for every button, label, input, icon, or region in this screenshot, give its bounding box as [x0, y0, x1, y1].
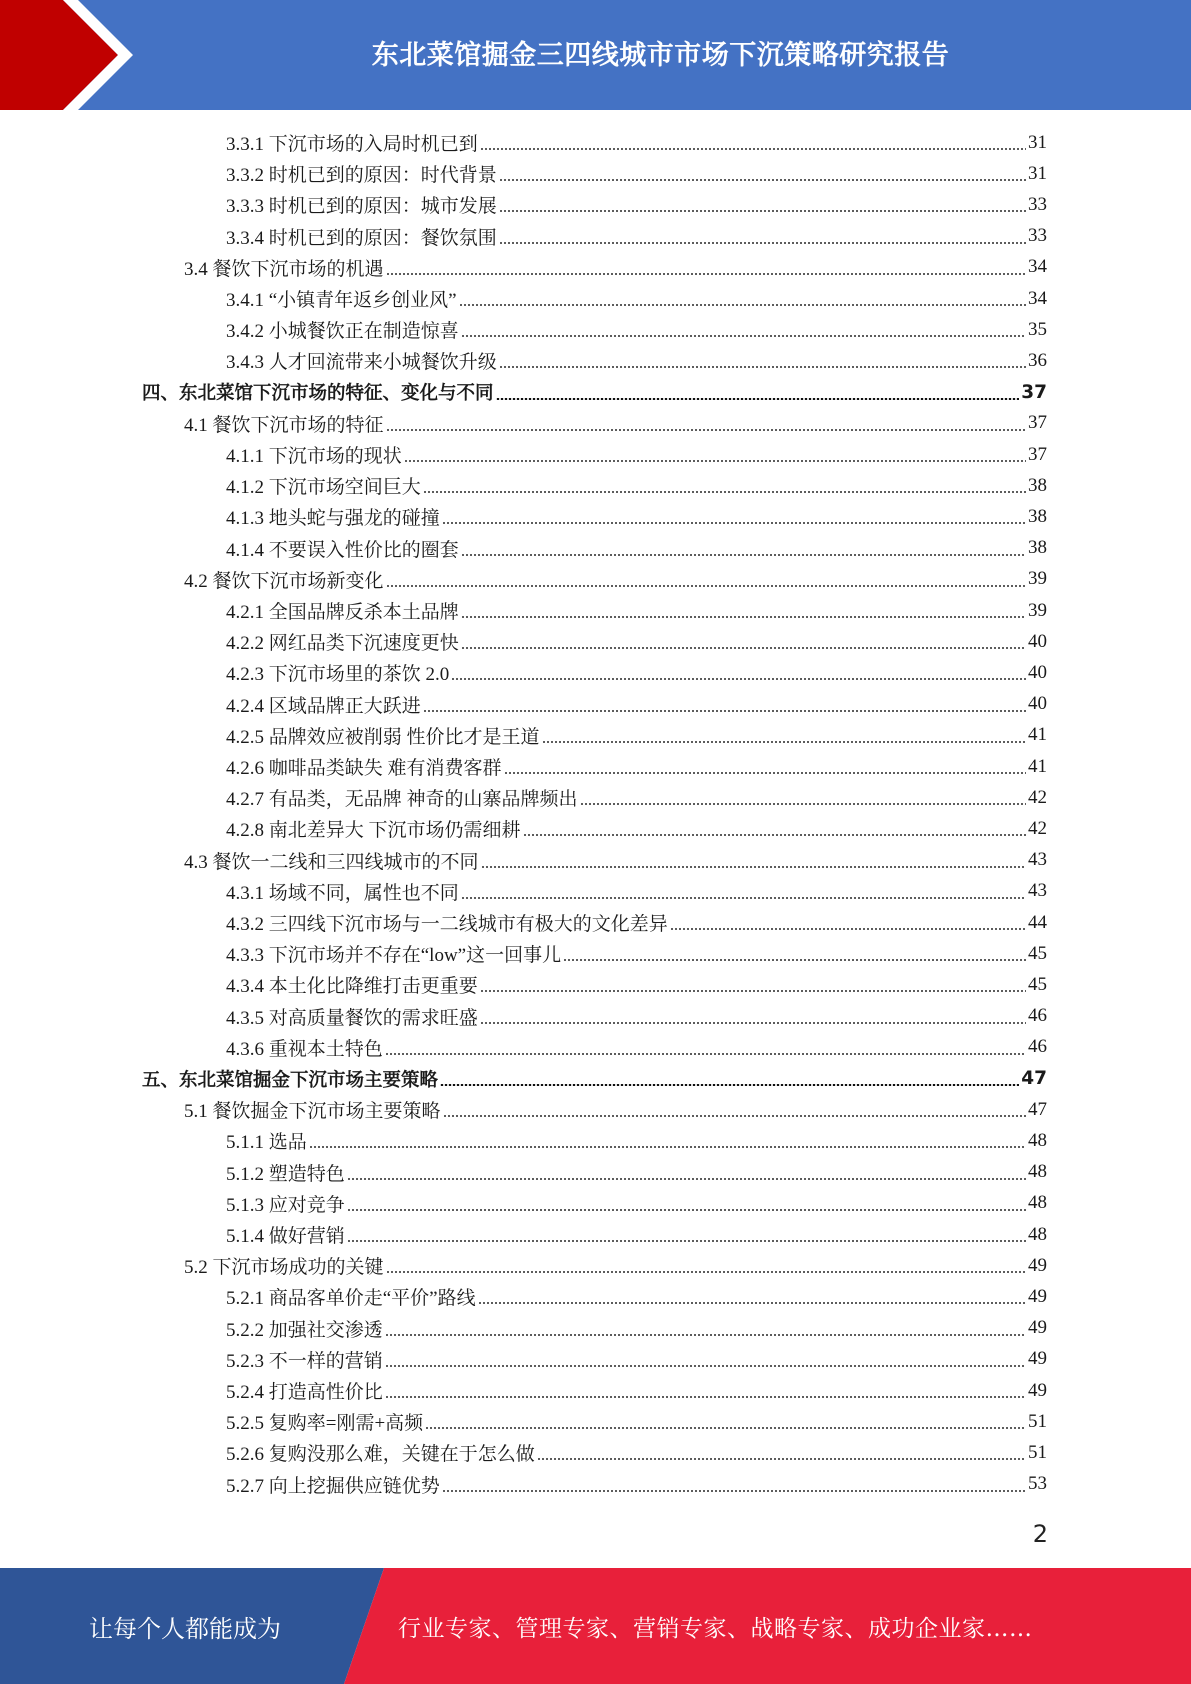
toc-entry[interactable] [226, 439, 1047, 470]
toc-leader-dots [404, 460, 1026, 462]
toc-entry-page: 39 [1028, 568, 1047, 590]
toc-entry[interactable] [226, 1313, 1047, 1344]
toc-entry-label: 3.3.2 时机已到的原因：时代背景 [226, 165, 497, 187]
toc-leader-dots [347, 1240, 1026, 1242]
toc-entry[interactable] [226, 813, 1047, 844]
toc-entry[interactable] [226, 626, 1047, 657]
toc-entry[interactable] [226, 782, 1047, 813]
toc-leader-dots [461, 616, 1026, 618]
toc-entry-label: 5.1.3 应对竞争 [226, 1194, 345, 1216]
toc-entry-label: 5.2.1 商品客单价走“平价”路线 [226, 1288, 476, 1310]
toc-entry-page: 39 [1028, 599, 1047, 621]
toc-entry[interactable] [226, 1001, 1047, 1032]
toc-entry-page: 43 [1028, 880, 1047, 902]
toc-entry-page: 49 [1028, 1254, 1047, 1276]
toc-leader-dots [386, 1271, 1026, 1273]
toc-entry-label: 五、东北菜馆掘金下沉市场主要策略 [142, 1069, 439, 1091]
toc-leader-dots [309, 1146, 1026, 1148]
toc-entry-label: 4.2.5 品牌效应被削弱 性价比才是王道 [226, 726, 540, 748]
toc-leader-dots [542, 741, 1026, 743]
toc-entry-page: 48 [1028, 1192, 1047, 1214]
toc-entry-label: 4.2.1 全国品牌反杀本土品牌 [226, 602, 459, 623]
toc-entry[interactable] [226, 1344, 1047, 1375]
header-arrow-icon [0, 0, 160, 110]
page-header [0, 0, 1191, 110]
toc-entry[interactable] [226, 1188, 1047, 1219]
toc-entry-label: 5.2.2 加强社交渗透 [226, 1319, 383, 1341]
toc-entry-page: 31 [1028, 131, 1047, 153]
toc-entry[interactable] [184, 845, 1047, 876]
toc-entry[interactable] [226, 595, 1047, 626]
toc-entry[interactable] [226, 876, 1047, 907]
footer-slogan-right: 行业专家、管理专家、营销专家、战略专家、成功企业家…… [398, 1615, 1033, 1642]
toc-entry-page: 38 [1028, 474, 1047, 496]
toc-entry-label: 5.2.3 不一样的营销 [226, 1350, 383, 1372]
toc-entry-page: 46 [1028, 1005, 1047, 1027]
toc-entry[interactable] [184, 408, 1047, 439]
toc-leader-dots [423, 491, 1026, 493]
toc-entry-page: 42 [1028, 817, 1047, 839]
toc-entry-label: 3.3.4 时机已到的原因：餐饮氛围 [226, 227, 497, 249]
toc-entry[interactable] [142, 1063, 1047, 1094]
toc-entry-label: 4.1.4 不要误入性价比的圈套 [226, 539, 459, 561]
toc-entry-label: 4.2.8 南北差异大 下沉市场仍需细耕 [226, 820, 521, 842]
toc-entry-label: 4.1.2 下沉市场空间巨大 [226, 477, 421, 499]
toc-entry[interactable] [226, 1469, 1047, 1500]
toc-leader-dots [440, 1084, 1019, 1086]
toc-entry-page: 49 [1028, 1317, 1047, 1339]
toc-entry-page: 49 [1028, 1348, 1047, 1370]
toc-entry-label: 5.2.5 复购率=刚需+高频 [226, 1413, 424, 1435]
toc-entry-page: 40 [1028, 630, 1047, 652]
toc-entry-page: 47 [1021, 1068, 1047, 1089]
toc-entry-label: 4.2.4 区域品牌正大跃进 [226, 695, 421, 717]
toc-entry-label: 4.1.3 地头蛇与强龙的碰撞 [226, 508, 440, 530]
toc-entry-label: 4.3.3 下沉市场并不存在“low”这一回事儿 [226, 945, 562, 967]
toc-entry-label: 5.1.1 选品 [226, 1132, 307, 1154]
toc-entry-page: 51 [1028, 1441, 1047, 1463]
toc-leader-dots [443, 1115, 1026, 1117]
toc-entry-page: 48 [1028, 1161, 1047, 1183]
toc-entry[interactable] [226, 1437, 1047, 1468]
toc-leader-dots [347, 1178, 1026, 1180]
toc-entry-page: 40 [1028, 661, 1047, 683]
toc-leader-dots [537, 1458, 1026, 1460]
toc-entry[interactable] [226, 533, 1047, 564]
toc-leader-dots [425, 1427, 1026, 1429]
toc-entry-page: 33 [1028, 225, 1047, 247]
toc-entry-page: 51 [1028, 1410, 1047, 1432]
toc-entry[interactable] [226, 221, 1047, 252]
toc-leader-dots [480, 990, 1026, 992]
toc-entry-page: 33 [1028, 193, 1047, 215]
toc-leader-dots [442, 1490, 1026, 1492]
toc-leader-dots [385, 1396, 1026, 1398]
toc-entry[interactable] [226, 1406, 1047, 1437]
toc-leader-dots [478, 1302, 1026, 1304]
toc-leader-dots [459, 304, 1026, 306]
toc-leader-dots [385, 1334, 1026, 1336]
toc-leader-dots [499, 179, 1026, 181]
toc-entry[interactable] [226, 969, 1047, 1000]
toc-leader-dots [385, 1365, 1026, 1367]
toc-entry[interactable] [184, 1094, 1047, 1125]
toc-entry-label: 4.2.3 下沉市场里的茶饮 2.0 [226, 664, 450, 686]
toc-leader-dots [442, 522, 1026, 524]
toc-entry[interactable] [226, 1375, 1047, 1406]
toc-entry-page: 31 [1028, 162, 1047, 184]
toc-leader-dots [499, 366, 1026, 368]
toc-leader-dots [670, 928, 1026, 930]
page-footer [0, 1568, 1191, 1684]
toc-entry-page: 42 [1028, 786, 1047, 808]
toc-leader-dots [461, 554, 1026, 556]
toc-leader-dots [461, 897, 1026, 899]
toc-entry[interactable] [226, 127, 1047, 158]
toc-entry[interactable] [226, 720, 1047, 751]
toc-entry[interactable] [226, 751, 1047, 782]
toc-entry-label: 3.3.1 下沉市场的入局时机已到 [226, 134, 478, 155]
toc-leader-dots [385, 1053, 1026, 1055]
toc-entry-label: 四、东北菜馆下沉市场的特征、变化与不同 [142, 383, 494, 405]
toc-leader-dots [480, 148, 1026, 150]
toc-entry-page: 49 [1028, 1379, 1047, 1401]
toc-entry-page: 41 [1028, 755, 1047, 777]
toc-entry[interactable] [226, 907, 1047, 938]
toc-entry[interactable] [226, 1281, 1047, 1312]
toc-entry-page: 41 [1028, 724, 1047, 746]
toc-entry-page: 34 [1028, 256, 1047, 278]
toc-entry-page: 53 [1028, 1473, 1047, 1495]
toc-entry-page: 38 [1028, 505, 1047, 527]
toc-leader-dots [347, 1209, 1026, 1211]
toc-leader-dots [580, 803, 1026, 805]
toc-entry-page: 35 [1028, 318, 1047, 340]
toc-entry-label: 3.4.1 “小镇青年返乡创业风” [226, 290, 457, 311]
toc-entry-page: 37 [1021, 381, 1047, 403]
toc-entry-page: 36 [1028, 349, 1047, 371]
toc-entry-label: 4.2 餐饮下沉市场新变化 [184, 570, 384, 592]
toc-entry[interactable] [142, 377, 1047, 408]
toc-entry[interactable] [184, 252, 1047, 283]
toc-entry-page: 37 [1028, 443, 1047, 465]
toc-leader-dots [480, 1022, 1026, 1024]
page-number: 2 [1032, 1520, 1048, 1548]
toc-entry-label: 4.3.2 三四线下沉市场与一二线城市有极大的文化差异 [226, 914, 668, 935]
toc-entry-page: 43 [1028, 849, 1047, 871]
toc-entry-page: 37 [1028, 412, 1047, 434]
footer-slogan-left: 让每个人都能成为 [89, 1614, 281, 1643]
toc-leader-dots [563, 959, 1026, 961]
toc-leader-dots [461, 647, 1026, 649]
toc-leader-dots [499, 210, 1026, 212]
toc-leader-dots [386, 273, 1026, 275]
toc-entry[interactable] [226, 1157, 1047, 1188]
toc-leader-dots [386, 429, 1026, 431]
toc-entry-page: 40 [1028, 693, 1047, 715]
toc-entry[interactable] [226, 314, 1047, 345]
toc-entry-label: 4.2.2 网红品类下沉速度更快 [226, 633, 459, 655]
toc-entry[interactable] [184, 1250, 1047, 1281]
toc-entry-label: 5.1.2 塑造特色 [226, 1163, 345, 1185]
toc-entry[interactable] [226, 158, 1047, 189]
toc-entry-label: 4.3.4 本土化比降维打击更重要 [226, 976, 478, 998]
toc-leader-dots [461, 335, 1026, 337]
toc-entry-page: 49 [1028, 1285, 1047, 1307]
toc-entry[interactable] [226, 689, 1047, 720]
toc-entry-label: 4.3 餐饮一二线和三四线城市的不同 [184, 851, 479, 873]
toc-entry-label: 3.4 餐饮下沉市场的机遇 [184, 258, 384, 280]
toc-entry-page: 34 [1028, 287, 1047, 309]
toc-entry-label: 3.4.3 人才回流带来小城餐饮升级 [226, 352, 497, 374]
toc-leader-dots [499, 242, 1026, 244]
toc-entry-page: 44 [1028, 911, 1047, 933]
toc-entry-label: 5.2.6 复购没那么难，关键在于怎么做 [226, 1444, 535, 1466]
toc-entry-label: 4.1 餐饮下沉市场的特征 [184, 414, 384, 436]
toc-entry-page: 47 [1028, 1098, 1047, 1120]
toc-entry-label: 4.1.1 下沉市场的现状 [226, 446, 402, 467]
toc-entry-label: 5.1 餐饮掘金下沉市场主要策略 [184, 1101, 441, 1123]
toc-entry-label: 4.2.6 咖啡品类缺失 难有消费客群 [226, 758, 502, 779]
toc-entry-label: 4.3.5 对高质量餐饮的需求旺盛 [226, 1007, 478, 1029]
toc-entry-label: 3.4.2 小城餐饮正在制造惊喜 [226, 321, 459, 343]
toc-entry[interactable] [184, 564, 1047, 595]
toc-entry-label: 4.2.7 有品类，无品牌 神奇的山寨品牌频出 [226, 789, 578, 811]
toc-entry[interactable] [226, 345, 1047, 376]
toc-entry[interactable] [226, 501, 1047, 532]
toc-leader-dots [451, 678, 1026, 680]
toc-entry[interactable] [226, 1125, 1047, 1156]
toc-entry-page: 38 [1028, 537, 1047, 559]
toc-entry[interactable] [226, 283, 1047, 314]
toc-entry-page: 48 [1028, 1129, 1047, 1151]
toc-entry[interactable] [226, 657, 1047, 688]
toc-entry[interactable] [226, 1032, 1047, 1063]
toc-entry-label: 3.3.3 时机已到的原因：城市发展 [226, 196, 497, 218]
toc-entry-label: 5.2.7 向上挖掘供应链优势 [226, 1475, 440, 1497]
toc-entry[interactable] [226, 189, 1047, 220]
toc-entry-page: 45 [1028, 942, 1047, 964]
toc-entry-page: 48 [1028, 1223, 1047, 1245]
toc-leader-dots [504, 772, 1026, 774]
toc-entry-page: 45 [1028, 973, 1047, 995]
toc-entry[interactable] [226, 470, 1047, 501]
toc-leader-dots [386, 585, 1026, 587]
toc-leader-dots [423, 710, 1026, 712]
toc-entry-page: 46 [1028, 1036, 1047, 1058]
toc-entry-label: 4.3.6 重视本土特色 [226, 1038, 383, 1060]
report-title: 东北菜馆掘金三四线城市市场下沉策略研究报告 [371, 39, 950, 71]
toc-leader-dots [496, 398, 1020, 400]
toc-entry[interactable] [226, 938, 1047, 969]
toc-entry-label: 5.1.4 做好营销 [226, 1226, 345, 1247]
toc-leader-dots [523, 834, 1026, 836]
toc-leader-dots [481, 866, 1026, 868]
toc-entry-label: 5.2.4 打造高性价比 [226, 1382, 383, 1403]
toc-entry-label: 4.3.1 场域不同，属性也不同 [226, 882, 459, 904]
toc-entry[interactable] [226, 1219, 1047, 1250]
toc-entry-label: 5.2 下沉市场成功的关键 [184, 1257, 384, 1279]
